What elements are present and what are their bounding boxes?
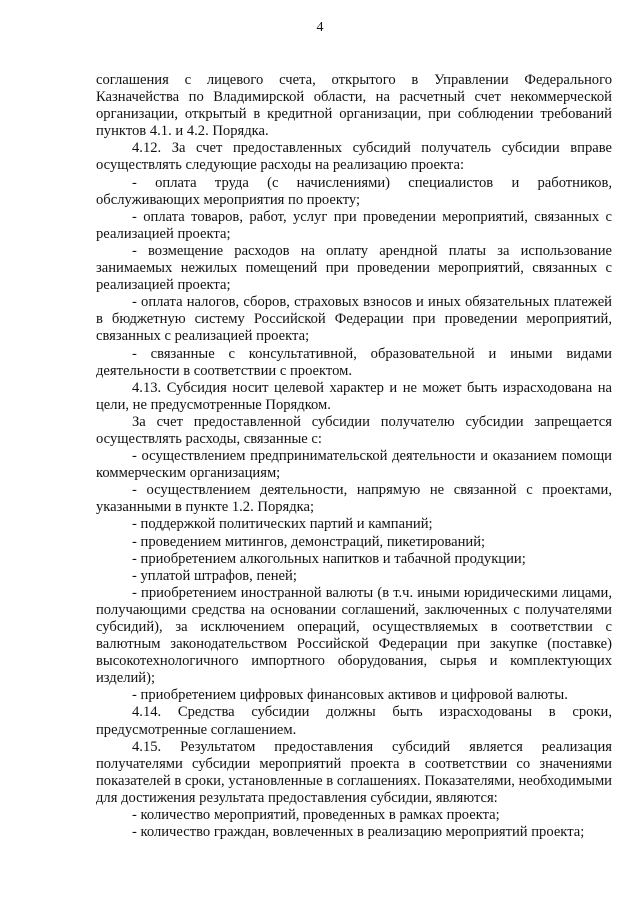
clause-4-14: 4.14. Средства субсидии должны быть израсходованы в сроки, предусмотренные соглашением.	[96, 704, 612, 738]
list-item-labor-pay: - оплата труда (с начислениями) специалистов и работников, обслуживающих мероприятия по проекту;	[96, 174, 612, 208]
document-body	[96, 72, 612, 841]
list-item-rallies: - проведением митингов, демонстраций, пикетирований;	[132, 533, 486, 550]
list-item-alcohol: - приобретением алкогольных напитков и табачной продукции;	[132, 550, 526, 567]
list-item-fines: - уплатой штрафов, пеней;	[132, 567, 297, 584]
list-item-taxes: - оплата налогов, сборов, страховых взносов и иных обязательных платежей в бюджетную систему Российской Федерации при проведении мероприятий, связанных с реализацией проекта;	[96, 294, 612, 345]
paragraph-continuation: соглашения с лицевого счета, открытого в Управлении Федерального Казначейства по Владимирской области, на расчетный счет некоммерческой организации, открытый в кредитной организации, при соблюдении требований пунктов 4.1. и 4.2. Порядка.	[96, 72, 612, 140]
list-item-consulting: - связанные с консультативной, образовательной и иными видами деятельности в соответствии с проектом.	[96, 345, 612, 379]
list-item-currency: - приобретением иностранной валюты (в т.ч. иными юридическими лицами, получающими средства на основании соглашений, заключенных с получателями субсидий), за исключением операций, осуществляемых в соответствии с валютным законодательством Российской Федерации при закупке (поставке) высокотехнологичного импортного оборудования, сырья и комплектующих изделий);	[96, 584, 612, 687]
list-item-citizens-count: - количество граждан, вовлеченных в реализацию мероприятий проекта;	[132, 824, 585, 841]
clause-4-13: 4.13. Субсидия носит целевой характер и не может быть израсходована на цели, не предусмотренные Порядком.	[96, 379, 612, 413]
list-item-business: - осуществлением предпринимательской деятельности и оказанием помощи коммерческим организациям;	[96, 448, 612, 482]
list-item-unrelated: - осуществлением деятельности, напрямую не связанной с проектами, указанными в пункте 1.2. Порядка;	[96, 482, 612, 516]
clause-4-12: 4.12. За счет предоставленных субсидий получатель субсидии вправе осуществлять следующие расходы на реализацию проекта:	[96, 140, 612, 174]
clause-4-15: 4.15. Результатом предоставления субсидий является реализация получателями субсидии мероприятий проекта в соответствии со значениями показателей в сроки, установленные в соглашениях. Показателями, необходимыми для достижения результата предоставления субсидии, являются:	[96, 738, 612, 806]
list-item-political: - поддержкой политических партий и кампаний;	[132, 516, 433, 533]
prohibited-expenses-intro: За счет предоставленной субсидии получателю субсидии запрещается осуществлять расходы, связанные с:	[96, 413, 612, 447]
list-item-goods-services: - оплата товаров, работ, услуг при проведении мероприятий, связанных с реализацией проекта;	[96, 208, 612, 242]
page-number: 4	[316, 20, 324, 35]
list-item-digital-assets: - приобретением цифровых финансовых активов и цифровой валюты.	[132, 687, 568, 704]
list-item-events-count: - количество мероприятий, проведенных в рамках проекта;	[132, 807, 500, 824]
list-item-rent: - возмещение расходов на оплату арендной платы за использование занимаемых нежилых помещений при проведении мероприятий, связанных с реализацией проекта;	[96, 242, 612, 294]
